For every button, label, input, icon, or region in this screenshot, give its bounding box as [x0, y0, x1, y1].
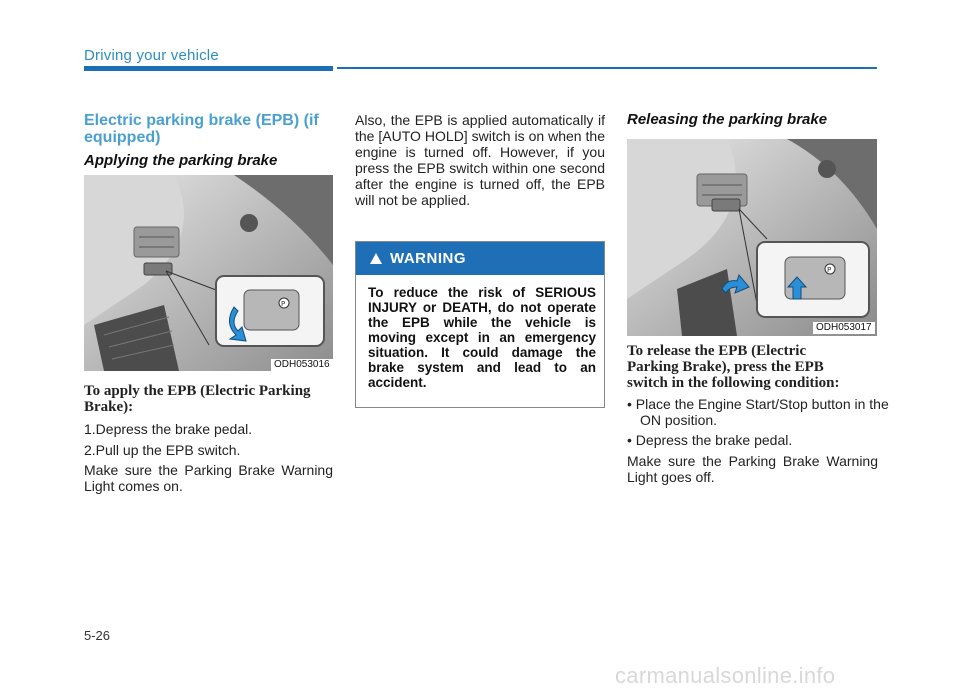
release-heading: To release the EPB (Electric Parking Brake), press the EPB switch in the following condition:: [627, 343, 840, 391]
header-rule-thick: [84, 66, 333, 71]
dashboard-illustration-release: [627, 139, 877, 336]
figure-apply-epb: [84, 175, 333, 371]
release-bullet-2: • Depress the brake pedal.: [627, 432, 793, 448]
step-2: 2.Pull up the EPB switch.: [84, 442, 241, 458]
figure-release-epb: [627, 139, 877, 336]
section-title: Driving your vehicle: [84, 47, 219, 64]
release-bullet-1: • Place the Engine Start/Stop button in the ON position.: [627, 396, 889, 428]
warning-title: WARNING: [390, 250, 466, 267]
page-number: 5-26: [84, 628, 111, 643]
dashboard-illustration: [84, 175, 333, 371]
step-1: 1.Depress the brake pedal.: [84, 421, 253, 437]
auto-hold-paragraph: Also, the EPB is applied automatically if the [AUTO HOLD] switch is on when the engine is turned off. However, if you press the EPB switch within one second after the engine is turned off, the EPB will not be applied.: [355, 112, 605, 208]
releasing-subtitle: Releasing the parking brake: [627, 111, 828, 128]
watermark: carmanualsonline.info: [615, 663, 836, 688]
header-rule-thin: [337, 67, 877, 69]
applying-subtitle: Applying the parking brake: [84, 152, 278, 169]
release-note: Make sure the Parking Brake Warning Light goes off.: [627, 453, 878, 485]
warning-text: To reduce the risk of SERIOUS INJURY or DEATH, do not operate the EPB while the vehicle is moving except in an emergency situation. It could damage the brake system and lead to an accident.: [368, 285, 596, 390]
svg-text:P: P: [281, 300, 286, 308]
release-bullet-2-text: Depress the brake pedal.: [635, 432, 793, 448]
figure-caption-2: ODH053017: [813, 322, 875, 334]
svg-text:P: P: [827, 266, 832, 274]
warning-triangle-icon: [370, 253, 382, 264]
warning-box: [355, 241, 605, 408]
epb-title: Electric parking brake (EPB) (if equipped): [84, 112, 319, 146]
warning-header: [356, 242, 604, 275]
release-bullet-1-text: Place the Engine Start/Stop button in the ON position.: [635, 396, 889, 428]
apply-heading: To apply the EPB (Electric Parking Brake):: [84, 383, 311, 415]
figure-caption-1: ODH053016: [271, 359, 333, 371]
apply-note: Make sure the Parking Brake Warning Light comes on.: [84, 462, 333, 494]
